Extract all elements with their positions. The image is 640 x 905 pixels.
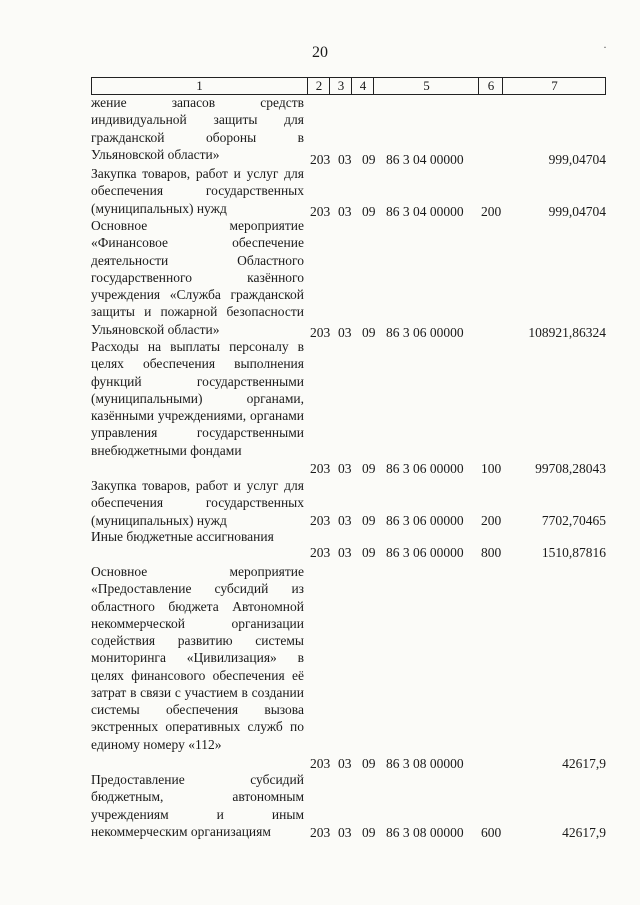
row-code-vr: 800 xyxy=(481,545,502,560)
header-col-1: 1 xyxy=(196,78,203,93)
row-code-r: 03 xyxy=(338,461,352,476)
row-code-r: 03 xyxy=(338,325,352,340)
row-code-rz: 203 xyxy=(310,513,331,528)
row-code-pr: 09 xyxy=(362,545,376,560)
row-code-pr: 09 xyxy=(362,513,376,528)
row-code-csr: 86 3 08 00000 xyxy=(386,756,464,771)
row-name: Основное мероприятие «Финансовое обеспечение деятельности Областного государственного казённого учреждения «Служба гражданской защиты и пожарной безопасности Ульяновской области» xyxy=(91,218,304,337)
row-sum: 42617,9 xyxy=(562,825,606,840)
row-name: Закупка товаров, работ и услуг для обеспечения государственных (муниципальных) нужд xyxy=(91,478,304,528)
header-col-7: 7 xyxy=(502,78,606,94)
header-col-5: 5 xyxy=(373,78,479,94)
row-code-vr: 600 xyxy=(481,825,502,840)
row-code-rz: 203 xyxy=(310,461,331,476)
page-number: 20 xyxy=(312,44,328,61)
row-code-r: 03 xyxy=(338,152,352,167)
row-name: Расходы на выплаты персоналу в целях обеспечения выполнения функций государственными (муниципальными) органами, казёнными учреждениями, органами управления государственными внебюджетными фондами xyxy=(91,339,304,458)
row-name: Основное мероприятие «Предоставление субсидий из областного бюджета Автономной некоммерческой организации содействия развитию системы мониторинга «Цивилизация» в целях финансового обеспечения её затрат в связи с участием в создании системы обеспечения вызова экстренных оперативных служб по единому номеру «112» xyxy=(91,564,304,752)
row-code-pr: 09 xyxy=(362,204,376,219)
row-name: жение запасов средств индивидуальной защиты для гражданской обороны в Ульяновской области» xyxy=(91,95,304,162)
row-code-r: 03 xyxy=(338,204,352,219)
row-sum: 7702,70465 xyxy=(541,513,606,528)
row-name: Закупка товаров, работ и услуг для обеспечения государственных (муниципальных) нужд xyxy=(91,166,304,216)
table-header xyxy=(91,77,606,95)
header-col-3: 3 xyxy=(329,78,352,94)
row-code-r: 03 xyxy=(338,825,352,840)
row-code-csr: 86 3 06 00000 xyxy=(386,461,464,476)
row-code-r: 03 xyxy=(338,756,352,771)
row-sum: 1510,87816 xyxy=(541,545,606,560)
row-code-csr: 86 3 04 00000 xyxy=(386,204,464,219)
row-sum: 42617,9 xyxy=(562,756,606,771)
row-code-rz: 203 xyxy=(310,545,331,560)
scan-mark: · xyxy=(603,40,607,54)
row-code-csr: 86 3 08 00000 xyxy=(386,825,464,840)
row-sum: 99708,28043 xyxy=(535,461,606,476)
header-col-2: 2 xyxy=(307,78,330,94)
row-sum: 999,04704 xyxy=(548,152,606,167)
row-name: Иные бюджетные ассигнования xyxy=(91,529,274,544)
row-code-rz: 203 xyxy=(310,325,331,340)
row-code-vr: 200 xyxy=(481,204,502,219)
row-sum: 108921,86324 xyxy=(528,325,606,340)
row-code-rz: 203 xyxy=(310,204,331,219)
row-code-vr: 200 xyxy=(481,513,502,528)
row-code-csr: 86 3 06 00000 xyxy=(386,545,464,560)
row-name: Предоставление субсидий бюджетным, автономным учреждениям и иным некоммерческим организациям xyxy=(91,772,304,839)
header-col-4: 4 xyxy=(351,78,374,94)
row-sum: 999,04704 xyxy=(548,204,606,219)
row-code-r: 03 xyxy=(338,545,352,560)
row-code-rz: 203 xyxy=(310,825,331,840)
row-code-csr: 86 3 06 00000 xyxy=(386,325,464,340)
row-code-rz: 203 xyxy=(310,152,331,167)
row-code-vr: 100 xyxy=(481,461,502,476)
row-code-pr: 09 xyxy=(362,461,376,476)
row-code-pr: 09 xyxy=(362,325,376,340)
row-code-pr: 09 xyxy=(362,152,376,167)
header-col-6: 6 xyxy=(478,78,503,94)
row-code-r: 03 xyxy=(338,513,352,528)
row-code-csr: 86 3 04 00000 xyxy=(386,152,464,167)
row-code-pr: 09 xyxy=(362,825,376,840)
row-code-pr: 09 xyxy=(362,756,376,771)
row-code-rz: 203 xyxy=(310,756,331,771)
row-code-csr: 86 3 06 00000 xyxy=(386,513,464,528)
